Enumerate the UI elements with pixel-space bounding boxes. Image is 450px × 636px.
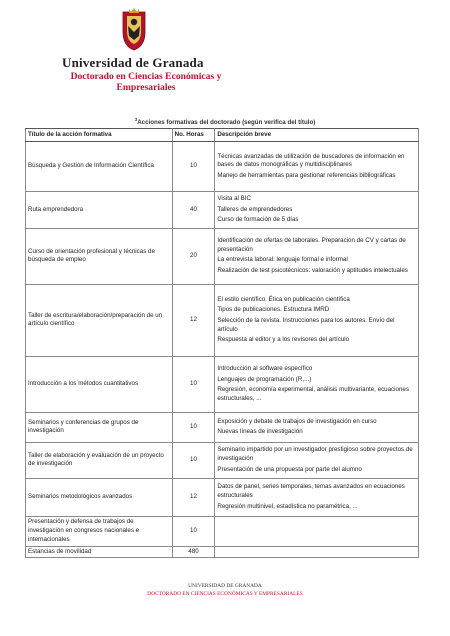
university-name: Universidad de Granada <box>62 55 204 70</box>
footnote-marker: 3 <box>134 117 138 122</box>
footer-program: DOCTORADO EN CIENCIAS ECONÓMICAS Y EMPRESARIALES <box>147 591 303 597</box>
table-row <box>26 478 419 516</box>
description-item: Presentación de una propuesta por parte del alumno <box>217 465 362 473</box>
description-item: Selección de la revista. Instrucciones para los autores. Envío del artículo <box>217 316 395 333</box>
action-hours: 10 <box>172 516 215 546</box>
description-item: Exposición y debate de trabajos de investigación en curso <box>217 417 377 425</box>
page-footer <box>0 582 450 598</box>
table-row <box>26 228 419 284</box>
description-item: Visita al BIC <box>217 195 251 202</box>
description-item: Introducción al software específico <box>217 365 313 373</box>
description-item: Lenguajes de programación (R,...) <box>217 375 312 383</box>
action-title: Búsqueda y Gestión de Información Científica <box>26 142 173 192</box>
action-hours: 10 <box>172 442 215 478</box>
action-title: Taller de elaboración y evaluación de un proyecto de investigación <box>26 442 173 478</box>
action-title: Presentación y defensa de trabajos de investigación en congresos nacionales e internacionales <box>26 516 173 546</box>
description-item: Identificación de ofertas de laborales. Preparación de CV y cartas de presentación <box>217 237 406 253</box>
action-description <box>215 356 419 412</box>
description-item: La entrevista laboral: lenguaje formal e informal <box>217 256 348 264</box>
description-item: Respuesta al editor y a los revisores del artículo <box>217 336 350 344</box>
table-row <box>26 442 419 478</box>
action-description <box>215 442 419 478</box>
action-description <box>215 228 419 284</box>
action-hours: 10 <box>172 412 215 442</box>
action-description <box>215 412 419 442</box>
action-hours: 12 <box>172 284 215 356</box>
description-item: Regresión, economía experimental, análisis multivariante, ecuaciones estructurales, ... <box>217 386 409 402</box>
column-header-hours: No. Horas <box>172 129 215 142</box>
table-row <box>26 546 419 558</box>
action-hours: 10 <box>172 356 215 412</box>
training-actions-table <box>25 128 419 558</box>
action-hours: 10 <box>172 142 215 192</box>
description-item: El estilo científico. Ética en publicación científica <box>217 295 350 303</box>
action-hours: 40 <box>172 192 215 229</box>
table-row <box>26 284 419 356</box>
table-header-row <box>26 129 419 142</box>
description-item: Talleres de emprendedores <box>217 205 293 213</box>
program-name: Doctorado en Ciencias Económicas y Empresariales <box>70 71 222 93</box>
description-item: Tipos de publicaciones. Estructura IMRD <box>217 306 330 314</box>
description-item: Curso de formación de 5 días <box>217 216 299 224</box>
caption-text: Acciones formativas del doctorado (según verifica del título) <box>137 119 316 127</box>
action-title: Estancias de movilidad <box>26 546 173 558</box>
description-item: Datos de panel, series temporales, temas avanzados en ecuaciones estructurales <box>217 483 405 499</box>
action-title: Seminarios y conferencias de grupos de investigación <box>26 412 173 442</box>
action-description <box>215 284 419 356</box>
action-description <box>215 516 419 546</box>
action-description <box>215 478 419 516</box>
description-item: Manejo de herramientas para gestionar referencias bibliográficas <box>217 171 396 179</box>
table-row <box>26 142 419 192</box>
university-crest-icon <box>117 8 151 52</box>
action-title: Taller de escritura/elaboración/preparación de un artículo científico <box>26 284 173 356</box>
action-title: Introducción a los métodos cuantitativos <box>26 356 173 412</box>
action-hours: 20 <box>172 228 215 284</box>
column-header-description: Descripción breve <box>215 129 419 142</box>
action-description <box>215 546 419 558</box>
description-item: Realización de test psicotécnicos: valoración y aptitudes intelectuales <box>217 266 408 274</box>
action-title: Seminarios metodológicos avanzados <box>26 478 173 516</box>
description-item: Regresión multinivel, estadística no paramétrica, ... <box>217 502 358 510</box>
action-description <box>215 192 419 229</box>
table-row <box>26 356 419 412</box>
action-description <box>215 142 419 192</box>
action-title: Ruta emprendedora <box>26 192 173 229</box>
action-hours: 12 <box>172 478 215 516</box>
column-header-title: Título de la acción formativa <box>26 129 173 142</box>
action-title: Curso de orientación profesional y técnicas de búsqueda de empleo <box>26 228 173 284</box>
table-row <box>26 192 419 229</box>
description-item: Seminario impartido por un investigador prestigioso sobre proyectos de investigación <box>217 446 413 462</box>
description-item: Técnicas avanzadas de utilización de buscadores de información en bases de datos monográficas y multidisciplinares <box>217 152 405 169</box>
table-row <box>26 516 419 546</box>
description-item: Nuevas líneas de investigación <box>217 428 303 436</box>
table-row <box>26 412 419 442</box>
action-hours: 480 <box>172 546 215 558</box>
letterhead <box>0 8 450 98</box>
table-caption <box>0 117 450 126</box>
footer-university: UNIVERSIDAD DE GRANADA <box>188 583 262 589</box>
